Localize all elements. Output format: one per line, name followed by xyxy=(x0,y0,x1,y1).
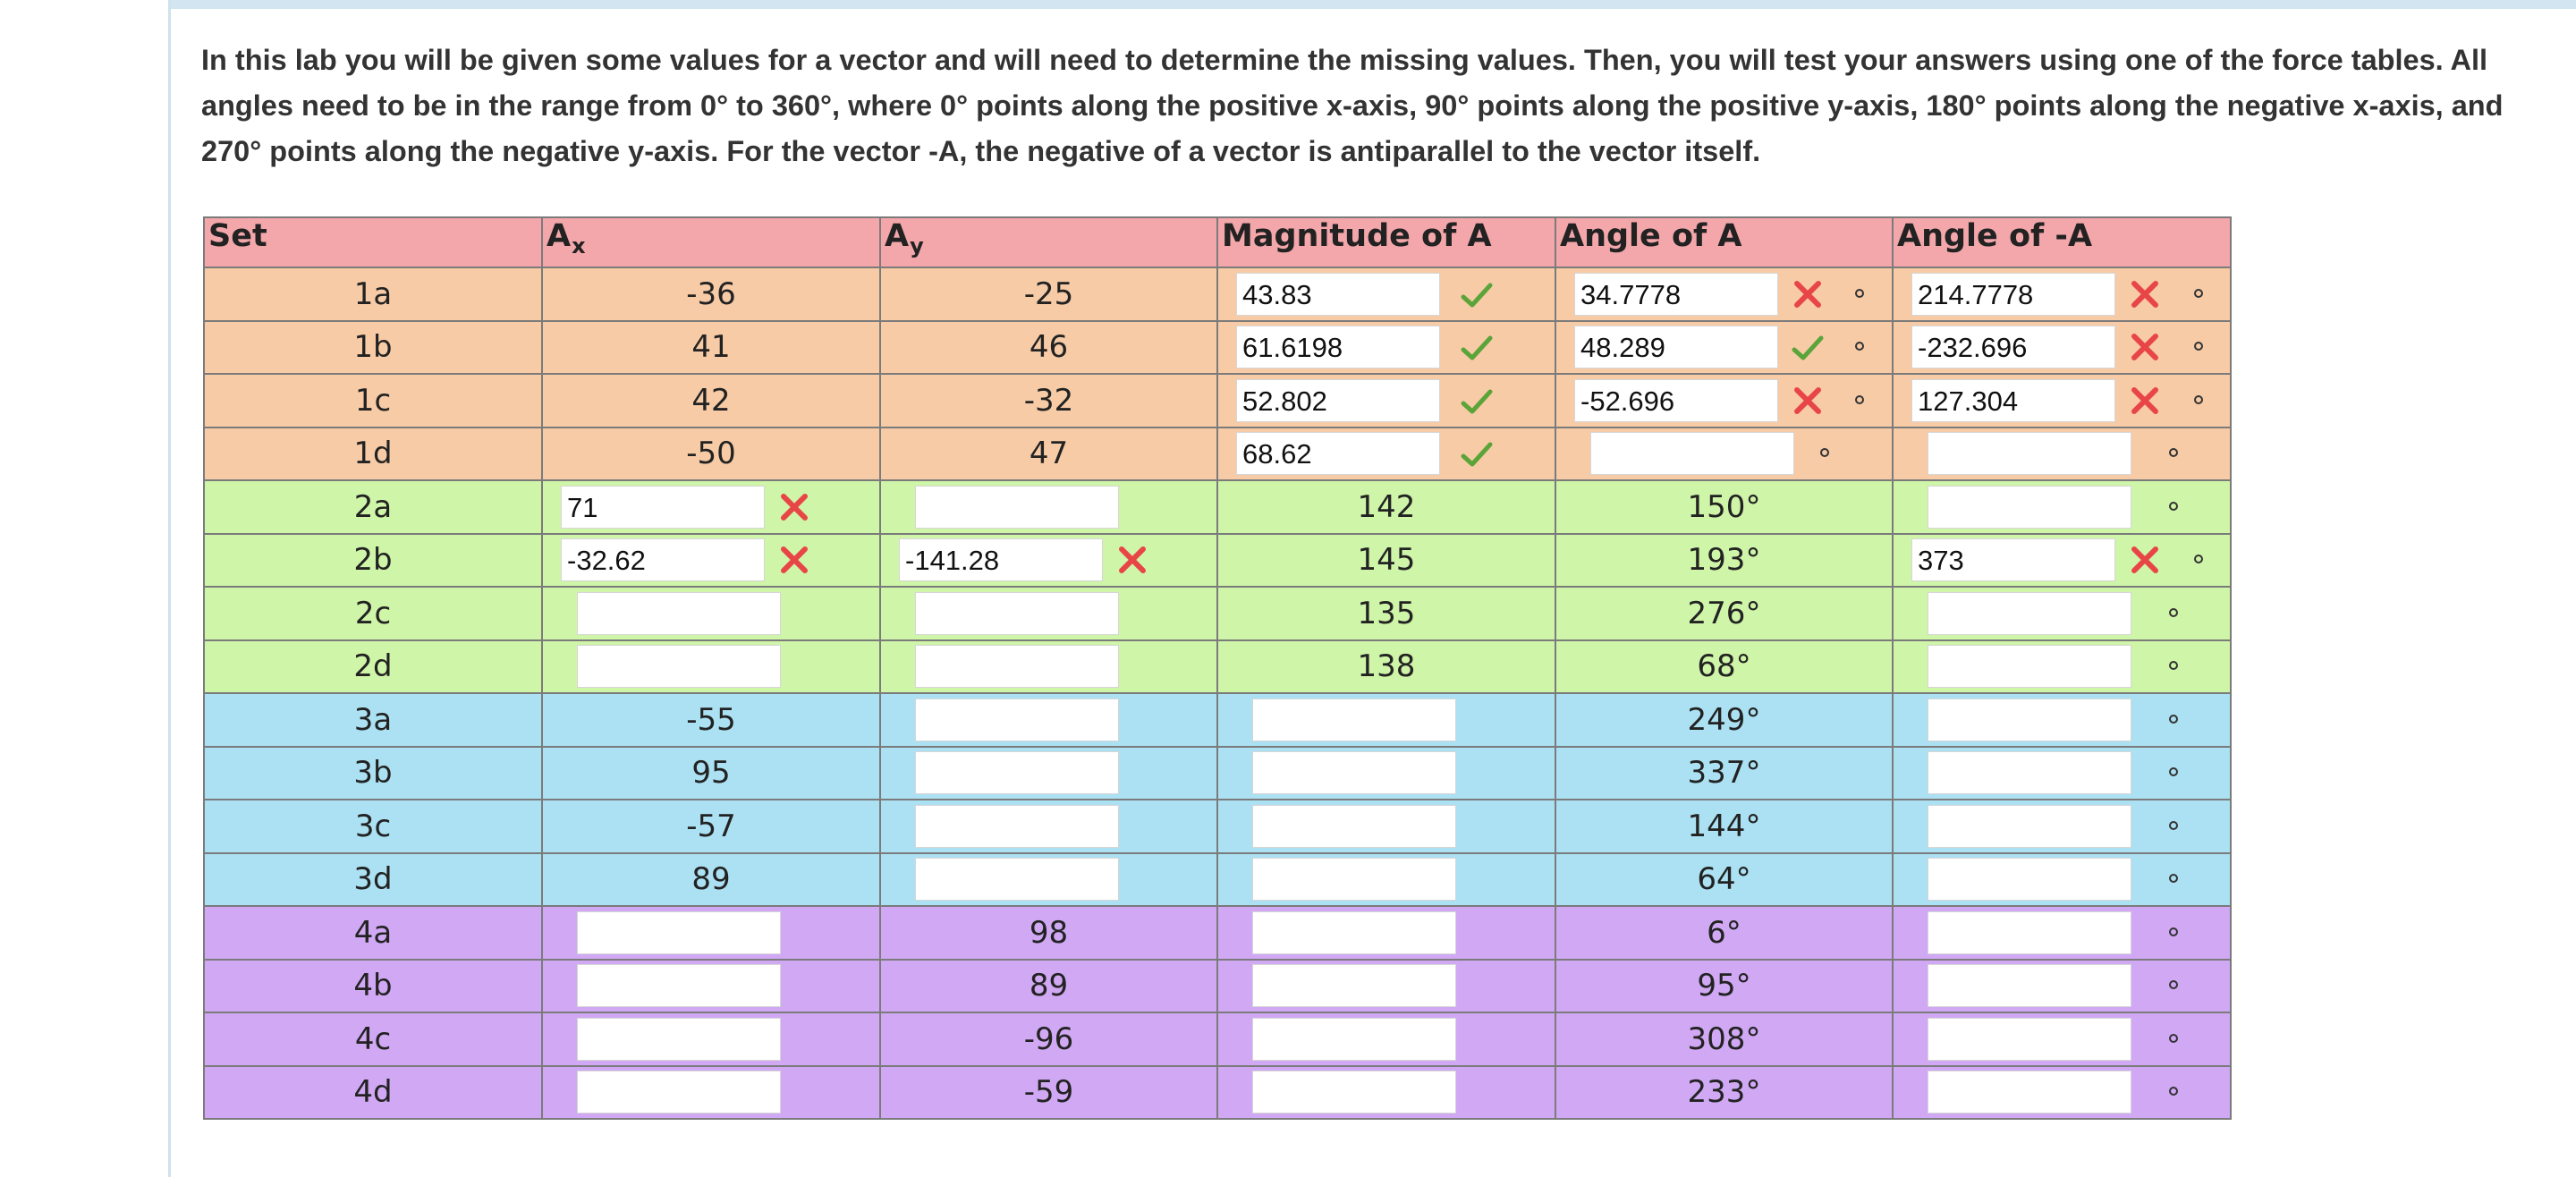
table-row xyxy=(204,960,2231,1013)
x-icon xyxy=(777,543,811,577)
set-label: 2a xyxy=(204,480,542,534)
magnitude-input[interactable] xyxy=(1252,1018,1456,1061)
x-icon xyxy=(2128,277,2162,311)
magnitude-input[interactable] xyxy=(1252,858,1456,901)
set-label: 4a xyxy=(204,906,542,960)
magnitude-cell xyxy=(1217,321,1555,375)
ax-input[interactable] xyxy=(577,911,781,954)
neg-angle-input[interactable] xyxy=(1928,858,2131,901)
angle-value: 249° xyxy=(1555,693,1893,747)
set-label: 3a xyxy=(204,693,542,747)
magnitude-input[interactable]: 68.62 xyxy=(1236,432,1440,475)
neg-angle-cell xyxy=(1893,640,2231,694)
neg-angle-cell xyxy=(1893,374,2231,428)
check-icon xyxy=(1460,436,1494,470)
x-icon xyxy=(2128,330,2162,364)
angle-value: 6° xyxy=(1555,906,1893,960)
ay-cell xyxy=(880,853,1217,907)
circle-icon xyxy=(1820,448,1829,457)
header-neg-angle: Angle of -A xyxy=(1893,217,2231,267)
table-row xyxy=(204,267,2231,321)
ax-input[interactable]: 71 xyxy=(561,486,765,529)
ay-input[interactable]: -141.28 xyxy=(899,538,1103,581)
ay-cell xyxy=(880,693,1217,747)
set-label: 4d xyxy=(204,1066,542,1120)
neg-angle-cell xyxy=(1893,747,2231,800)
x-icon xyxy=(2128,384,2162,418)
circle-icon xyxy=(2194,342,2203,351)
circle-icon xyxy=(2169,821,2178,830)
circle-icon xyxy=(2169,767,2178,776)
neg-angle-cell xyxy=(1893,906,2231,960)
magnitude-value: 142 xyxy=(1217,480,1555,534)
neg-angle-input[interactable] xyxy=(1928,486,2131,529)
check-icon xyxy=(1791,330,1825,364)
ay-input[interactable] xyxy=(915,645,1119,688)
table-row xyxy=(204,1012,2231,1066)
angle-value: 95° xyxy=(1555,960,1893,1013)
ax-value: 42 xyxy=(542,374,880,428)
ax-cell xyxy=(542,534,880,588)
x-icon xyxy=(2128,543,2162,577)
ax-input[interactable]: -32.62 xyxy=(561,538,765,581)
neg-angle-cell xyxy=(1893,428,2231,481)
set-label: 4b xyxy=(204,960,542,1013)
ay-value: -32 xyxy=(880,374,1217,428)
magnitude-input[interactable]: 61.6198 xyxy=(1236,326,1440,368)
ay-cell xyxy=(880,800,1217,853)
table-row xyxy=(204,693,2231,747)
neg-angle-cell xyxy=(1893,534,2231,588)
ax-input[interactable] xyxy=(577,964,781,1007)
table-row xyxy=(204,800,2231,853)
circle-icon xyxy=(2169,927,2178,936)
magnitude-cell xyxy=(1217,1066,1555,1120)
table-row xyxy=(204,587,2231,640)
angle-cell xyxy=(1555,428,1893,481)
circle-icon xyxy=(2169,1087,2178,1096)
ax-cell xyxy=(542,1066,880,1120)
ay-cell xyxy=(880,587,1217,640)
neg-angle-cell xyxy=(1893,1012,2231,1066)
table-row xyxy=(204,428,2231,481)
table-row xyxy=(204,321,2231,375)
neg-angle-cell xyxy=(1893,1066,2231,1120)
angle-cell xyxy=(1555,374,1893,428)
circle-icon xyxy=(2194,289,2203,298)
set-label: 3b xyxy=(204,747,542,800)
table-row xyxy=(204,480,2231,534)
neg-angle-cell xyxy=(1893,267,2231,321)
magnitude-cell xyxy=(1217,1012,1555,1066)
table-header-row xyxy=(204,217,2231,267)
header-ax: $A_x$ xyxy=(542,217,880,267)
circle-icon xyxy=(2169,661,2178,670)
circle-icon xyxy=(2169,502,2178,511)
magnitude-value: 145 xyxy=(1217,534,1555,588)
magnitude-input[interactable] xyxy=(1252,1071,1456,1113)
ay-value: -59 xyxy=(880,1066,1217,1120)
neg-angle-input[interactable] xyxy=(1928,592,2131,635)
table-row xyxy=(204,906,2231,960)
magnitude-cell xyxy=(1217,747,1555,800)
neg-angle-input[interactable] xyxy=(1928,432,2131,475)
table-row xyxy=(204,853,2231,907)
ax-input[interactable] xyxy=(577,592,781,635)
table-row xyxy=(204,747,2231,800)
set-label: 1a xyxy=(204,267,542,321)
angle-value: 68° xyxy=(1555,640,1893,694)
set-label: 3d xyxy=(204,853,542,907)
check-icon xyxy=(1460,384,1494,418)
ax-value: -36 xyxy=(542,267,880,321)
table-row xyxy=(204,374,2231,428)
ax-value: -57 xyxy=(542,800,880,853)
neg-angle-input[interactable]: 214.7778 xyxy=(1911,273,2115,316)
ay-value: -96 xyxy=(880,1012,1217,1066)
header-magnitude: Magnitude of A xyxy=(1217,217,1555,267)
x-icon xyxy=(1791,384,1825,418)
ax-value: -50 xyxy=(542,428,880,481)
angle-input[interactable]: 48.289 xyxy=(1574,326,1778,368)
set-label: 2b xyxy=(204,534,542,588)
frame-top-bar xyxy=(171,0,2576,9)
set-label: 2d xyxy=(204,640,542,694)
table-row xyxy=(204,534,2231,588)
angle-value: 64° xyxy=(1555,853,1893,907)
magnitude-value: 138 xyxy=(1217,640,1555,694)
ay-cell xyxy=(880,747,1217,800)
neg-angle-input[interactable] xyxy=(1928,911,2131,954)
neg-angle-cell xyxy=(1893,960,2231,1013)
neg-angle-cell xyxy=(1893,800,2231,853)
ax-cell xyxy=(542,1012,880,1066)
magnitude-input[interactable] xyxy=(1252,805,1456,848)
magnitude-cell xyxy=(1217,428,1555,481)
angle-cell xyxy=(1555,267,1893,321)
neg-angle-cell xyxy=(1893,853,2231,907)
angle-value: 276° xyxy=(1555,587,1893,640)
content-frame xyxy=(168,0,2576,1177)
angle-value: 308° xyxy=(1555,1012,1893,1066)
magnitude-input[interactable]: 43.83 xyxy=(1236,273,1440,316)
circle-icon xyxy=(1855,289,1864,298)
angle-value: 144° xyxy=(1555,800,1893,853)
neg-angle-input[interactable] xyxy=(1928,645,2131,688)
circle-icon xyxy=(2169,980,2178,989)
ay-cell xyxy=(880,640,1217,694)
header-ay: $A_y$ xyxy=(880,217,1217,267)
ay-input[interactable] xyxy=(915,486,1119,529)
magnitude-cell xyxy=(1217,267,1555,321)
magnitude-input[interactable] xyxy=(1252,751,1456,794)
ay-value: 46 xyxy=(880,321,1217,375)
angle-value: 337° xyxy=(1555,747,1893,800)
angle-value: 193° xyxy=(1555,534,1893,588)
lab-instructions: In this lab you will be given some values for a vector and will need to determine the missing values. Then, you will test your answers using one of the force tables. All angles need to be in the range from 0° to 360°, where 0° points along the positive x-axis, 90° points along the positive y-axis, 180° points along the negative x-axis, and 270° points along the negative y-axis. For the vector -A, the negative of a vector is antiparallel to the vector itself. xyxy=(201,44,2504,167)
ax-value: 95 xyxy=(542,747,880,800)
magnitude-input[interactable]: 52.802 xyxy=(1236,379,1440,422)
magnitude-value: 135 xyxy=(1217,587,1555,640)
magnitude-input[interactable] xyxy=(1252,911,1456,954)
angle-value: 150° xyxy=(1555,480,1893,534)
magnitude-cell xyxy=(1217,800,1555,853)
ay-cell xyxy=(880,534,1217,588)
ax-value: -55 xyxy=(542,693,880,747)
magnitude-cell xyxy=(1217,906,1555,960)
magnitude-cell xyxy=(1217,960,1555,1013)
ax-input[interactable] xyxy=(577,1018,781,1061)
ay-cell xyxy=(880,480,1217,534)
neg-angle-cell xyxy=(1893,693,2231,747)
x-icon xyxy=(777,490,811,524)
set-label: 1c xyxy=(204,374,542,428)
neg-angle-cell xyxy=(1893,321,2231,375)
ay-input[interactable] xyxy=(915,858,1119,901)
angle-input[interactable] xyxy=(1590,432,1794,475)
neg-angle-input[interactable] xyxy=(1928,1018,2131,1061)
ay-value: 89 xyxy=(880,960,1217,1013)
neg-angle-input[interactable]: 373 xyxy=(1911,538,2115,581)
circle-icon xyxy=(2169,715,2178,724)
vector-table xyxy=(203,216,2232,1120)
header-angle: Angle of A xyxy=(1555,217,1893,267)
neg-angle-input[interactable] xyxy=(1928,1071,2131,1113)
set-label: 1b xyxy=(204,321,542,375)
ax-cell xyxy=(542,587,880,640)
ax-cell xyxy=(542,640,880,694)
neg-angle-input[interactable]: 127.304 xyxy=(1911,379,2115,422)
ay-input[interactable] xyxy=(915,805,1119,848)
x-icon xyxy=(1115,543,1149,577)
angle-input[interactable]: -52.696 xyxy=(1574,379,1778,422)
magnitude-input[interactable] xyxy=(1252,964,1456,1007)
set-label: 4c xyxy=(204,1012,542,1066)
ay-value: -25 xyxy=(880,267,1217,321)
neg-angle-input[interactable] xyxy=(1928,699,2131,741)
ay-value: 47 xyxy=(880,428,1217,481)
neg-angle-input[interactable] xyxy=(1928,964,2131,1007)
magnitude-cell xyxy=(1217,853,1555,907)
x-icon xyxy=(1791,277,1825,311)
ax-cell xyxy=(542,960,880,1013)
neg-angle-cell xyxy=(1893,480,2231,534)
ax-cell xyxy=(542,906,880,960)
magnitude-cell xyxy=(1217,374,1555,428)
circle-icon xyxy=(2169,448,2178,457)
table-row xyxy=(204,1066,2231,1120)
ax-cell xyxy=(542,480,880,534)
header-set: Set xyxy=(204,217,542,267)
angle-value: 233° xyxy=(1555,1066,1893,1120)
check-icon xyxy=(1460,330,1494,364)
circle-icon xyxy=(2194,555,2203,563)
set-label: 1d xyxy=(204,428,542,481)
ax-input[interactable] xyxy=(577,1071,781,1113)
angle-cell xyxy=(1555,321,1893,375)
ay-value: 98 xyxy=(880,906,1217,960)
neg-angle-input[interactable]: -232.696 xyxy=(1911,326,2115,368)
check-icon xyxy=(1460,277,1494,311)
circle-icon xyxy=(2194,395,2203,404)
ay-input[interactable] xyxy=(915,699,1119,741)
set-label: 3c xyxy=(204,800,542,853)
table-row xyxy=(204,640,2231,694)
circle-icon xyxy=(1855,342,1864,351)
neg-angle-cell xyxy=(1893,587,2231,640)
set-label: 2c xyxy=(204,587,542,640)
magnitude-input[interactable] xyxy=(1252,699,1456,741)
angle-input[interactable]: 34.7778 xyxy=(1574,273,1778,316)
ay-input[interactable] xyxy=(915,592,1119,635)
circle-icon xyxy=(2169,1034,2178,1043)
circle-icon xyxy=(2169,608,2178,617)
ax-value: 41 xyxy=(542,321,880,375)
circle-icon xyxy=(1855,395,1864,404)
circle-icon xyxy=(2169,874,2178,883)
ax-input[interactable] xyxy=(577,645,781,688)
ax-value: 89 xyxy=(542,853,880,907)
magnitude-cell xyxy=(1217,693,1555,747)
ay-input[interactable] xyxy=(915,751,1119,794)
neg-angle-input[interactable] xyxy=(1928,805,2131,848)
neg-angle-input[interactable] xyxy=(1928,751,2131,794)
